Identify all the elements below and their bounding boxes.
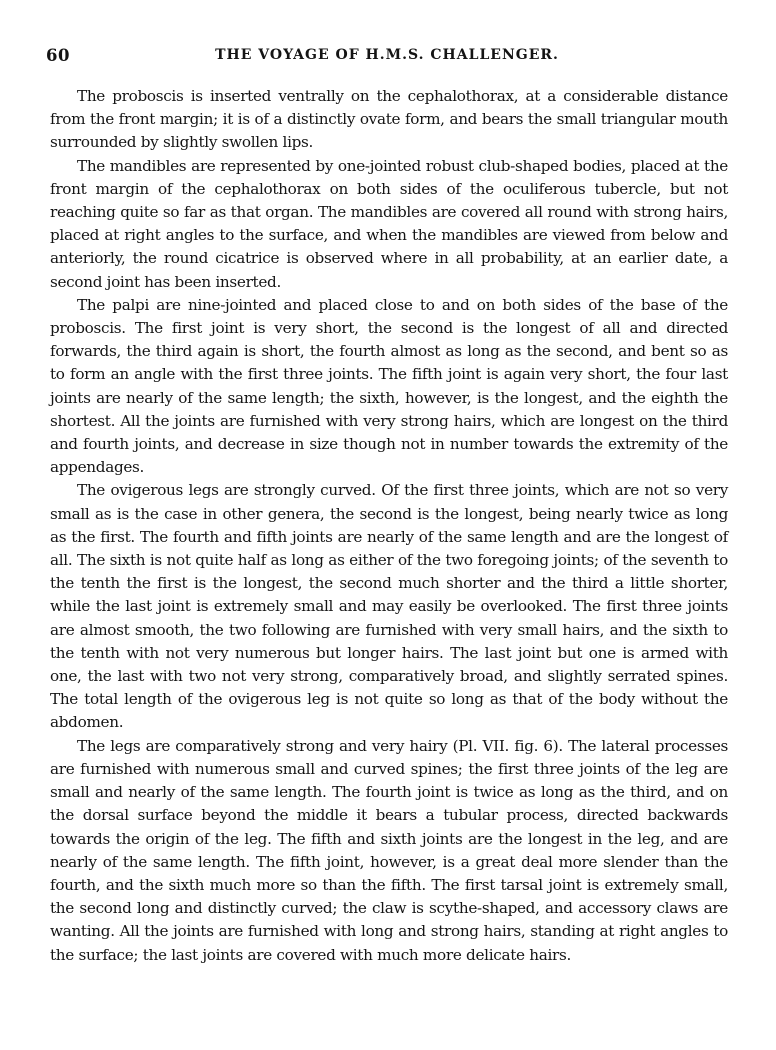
running-title: THE VOYAGE OF H.M.S. CHALLENGER. <box>215 47 559 63</box>
page-header <box>46 46 728 70</box>
paragraph-palpi: The palpi are nine-jointed and placed close to and on both sides of the base of the proboscis. The first joint is very short, the second is the longest of all and directed forwards, the third again is short, the fourth almost as long as the second, and bent so as to form an angle with the first three joints. The fifth joint is again very short, the four last joints are nearly of the same length; the sixth, however, is the longest, and the eighth the shortest. All the joints are furnished with very strong hairs, which are longest on the third and fourth joints, and decrease in size though not in number towards the extremity of the appendages. <box>50 295 728 477</box>
paragraph-proboscis: The proboscis is inserted ventrally on the cephalothorax, at a considerable distance from the front margin; it is of a distinctly ovate form, and bears the small triangular mouth surrounded by slightly swollen lips. <box>50 87 728 152</box>
page-number: 60 <box>46 46 70 65</box>
paragraph-legs: The legs are comparatively strong and very hairy (Pl. VII. fig. 6). The lateral processes are furnished with numerous small and curved spines; the first three joints of the leg are small and nearly of the same length. The fourth joint is twice as long as the third, and on the dorsal surface beyond the middle it bears a tubular process, directed backwards towards the origin of the leg. The fifth and sixth joints are the longest in the leg, and are nearly of the same length. The fifth joint, however, is a great deal more slender than the fourth, and the sixth much more so than the fifth. The first tarsal joint is extremely small, the second long and distinctly curved; the claw is scythe-shaped, and accessory claws are wanting. All the joints are furnished with long and strong hairs, standing at right angles to the surface; the last joints are covered with much more delicate hairs. <box>50 736 728 964</box>
body-text <box>50 85 728 967</box>
paragraph-ovigerous-legs: The ovigerous legs are strongly curved. Of the first three joints, which are not so very small as is the case in other genera, the second is the longest, being nearly twice as long as the first. The fourth and fifth joints are nearly of the same length and are the longest of all. The sixth is not quite half as long as either of the two foregoing joints; of the seventh to the tenth the first is the longest, the second much shorter and the third a little shorter, while the last joint is extremely small and may easily be overlooked. The first three joints are almost smooth, the two following are furnished with very small hairs, and the sixth to the tenth with not very numerous but longer hairs. The last joint but one is armed with one, the last with two not very strong, comparatively broad, and slightly serrated spines. The total length of the ovigerous leg is not quite so long as that of the body without the abdomen. <box>50 481 728 732</box>
paragraph-mandibles: The mandibles are represented by one-jointed robust club-shaped bodies, placed at the front margin of the cephalothorax on both sides of the oculiferous tubercle, but not reaching quite so far as that organ. The mandibles are covered all round with strong hairs, placed at right angles to the surface, and when the mandibles are viewed from below and anteriorly, the round cicatrice is observed where in all probability, at an earlier date, a second joint has been inserted. <box>50 156 728 291</box>
